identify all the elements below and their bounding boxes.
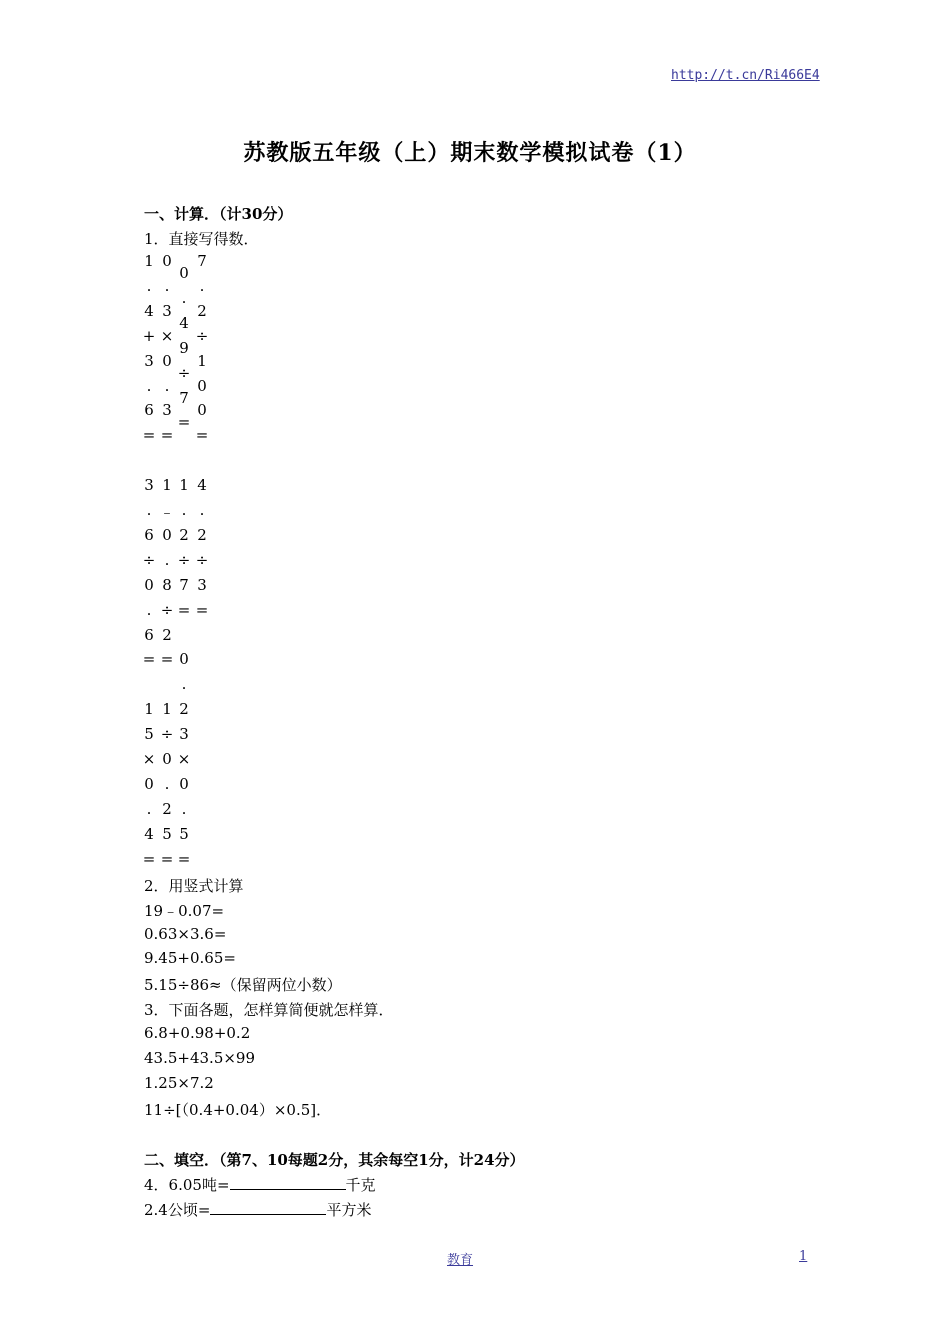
grid-char: 0 — [179, 650, 189, 669]
grid-char: . — [199, 276, 205, 295]
grid-char: 2 — [179, 700, 189, 719]
question-4-b — [144, 1199, 371, 1220]
grid-char: 0 — [144, 774, 154, 793]
grid-char: . — [199, 501, 205, 519]
grid-char: = — [160, 650, 174, 669]
grid-char: = — [142, 426, 156, 445]
q3-item: 6.8+0.98+0.2 — [144, 1024, 251, 1042]
grid-char: 1 — [144, 252, 154, 270]
grid-char: 4 — [179, 313, 189, 332]
grid-char: 7 — [179, 388, 189, 407]
q2-item: 0.63×3.6= — [144, 925, 227, 943]
grid-char: 0 — [162, 525, 172, 544]
grid-char: . — [181, 799, 187, 818]
q3-item: 1.25×7.2 — [144, 1074, 214, 1092]
grid-char: 6 — [144, 401, 154, 420]
grid-char: 8 — [162, 575, 172, 594]
grid-char: ﹣ — [159, 503, 175, 521]
grid-char: 4 — [197, 476, 207, 495]
q2-item: 5.15÷86≈（保留两位小数） — [144, 976, 342, 994]
grid-char: ÷ — [195, 326, 209, 345]
grid-char: × — [177, 749, 191, 768]
grid-char: 1 — [162, 476, 172, 495]
grid-char: 1 — [144, 700, 154, 719]
q4-a-suffix: 千克 — [345, 1176, 376, 1194]
grid-char: . — [146, 276, 152, 295]
q3-item: 11÷[（0.4+0.04）×0.5]． — [144, 1101, 332, 1119]
grid-char: 7 — [179, 575, 189, 594]
answer-blank[interactable] — [210, 1200, 326, 1215]
grid-char: 3 — [197, 575, 207, 594]
grid-char: . — [181, 675, 187, 694]
q2-item: 19﹣0.07= — [144, 902, 225, 920]
grid-char: 6 — [144, 625, 154, 644]
grid-char: 5 — [144, 725, 154, 744]
grid-char: 5 — [162, 824, 172, 843]
grid-char: 1 — [179, 476, 189, 494]
grid-char: 0 — [162, 252, 172, 270]
grid-char: × — [142, 750, 156, 768]
grid-char: × — [160, 326, 174, 345]
page-number: 1 — [799, 1249, 808, 1264]
grid-char: 6 — [144, 525, 154, 544]
grid-char: ÷ — [177, 363, 191, 382]
grid-char: 2 — [162, 625, 172, 644]
question-4-a — [144, 1174, 376, 1195]
grid-char: . — [146, 501, 152, 519]
grid-char: . — [146, 376, 152, 395]
grid-char: = — [177, 600, 191, 619]
grid-char: . — [164, 550, 170, 569]
grid-char: 1 — [162, 700, 172, 719]
q4-b-prefix: 2.4公顷= — [144, 1201, 211, 1219]
grid-char: 7 — [197, 252, 207, 270]
question-2: 2．用竖式计算 — [144, 877, 244, 895]
grid-char: 3 — [162, 301, 172, 320]
grid-char: ÷ — [177, 550, 191, 569]
grid-char: 9 — [179, 338, 189, 357]
grid-char: 3 — [162, 401, 172, 420]
grid-char: 2 — [197, 301, 207, 320]
grid-char: + — [142, 326, 156, 345]
question-3: 3．下面各题，怎样算简便就怎样算． — [144, 1001, 394, 1019]
grid-char: = — [160, 849, 174, 868]
grid-char: . — [164, 376, 170, 395]
footer-link[interactable]: 教育 — [447, 1253, 474, 1268]
grid-char: . — [164, 774, 170, 793]
grid-char: . — [164, 276, 170, 295]
grid-char: . — [146, 799, 152, 818]
section1-heading: 一、计算．（计30分） — [144, 205, 293, 223]
grid-char: 1 — [197, 351, 207, 370]
grid-char: 0 — [162, 750, 172, 768]
grid-char: ÷ — [160, 600, 174, 619]
grid-char: ÷ — [160, 725, 174, 744]
grid-char: = — [160, 426, 174, 445]
grid-char: = — [195, 426, 209, 445]
q2-item: 9.45+0.65= — [144, 949, 236, 967]
grid-char: 4 — [144, 824, 154, 843]
q4-b-suffix: 平方米 — [326, 1201, 372, 1219]
grid-char: 5 — [179, 824, 189, 843]
grid-char: = — [195, 600, 209, 619]
answer-blank[interactable] — [230, 1175, 346, 1190]
grid-char: 0 — [197, 376, 207, 395]
grid-char: 3 — [179, 725, 189, 743]
header-link[interactable]: http://t.cn/Ri466E4 — [671, 68, 820, 83]
q4-a-prefix: 4．6.05吨= — [144, 1176, 230, 1194]
grid-char: 0 — [179, 774, 189, 793]
grid-char: 2 — [179, 525, 189, 544]
grid-char: 0 — [197, 401, 207, 420]
grid-char: 3 — [144, 476, 154, 495]
page-title: 苏教版五年级（上）期末数学模拟试卷（1） — [243, 140, 697, 166]
grid-char: . — [181, 288, 187, 307]
grid-char: 3 — [144, 351, 154, 370]
grid-char: 2 — [162, 799, 172, 818]
grid-char: = — [177, 849, 191, 868]
grid-char: 0 — [162, 351, 172, 370]
grid-char: = — [177, 413, 191, 432]
grid-char: 0 — [144, 575, 154, 594]
q3-item: 43.5+43.5×99 — [144, 1049, 256, 1067]
grid-char: . — [181, 500, 187, 519]
grid-char: 4 — [144, 301, 154, 320]
grid-char: = — [142, 650, 156, 669]
grid-char: . — [146, 600, 152, 619]
grid-char: = — [142, 849, 156, 868]
grid-char: ÷ — [142, 550, 156, 569]
grid-char: 0 — [179, 264, 189, 282]
grid-char: ÷ — [195, 550, 209, 569]
question-1: 1．直接写得数． — [144, 230, 259, 248]
grid-char: 2 — [197, 525, 207, 544]
section2-heading: 二、填空．（第7、10每题2分，其余每空1分，计24分） — [144, 1151, 525, 1169]
